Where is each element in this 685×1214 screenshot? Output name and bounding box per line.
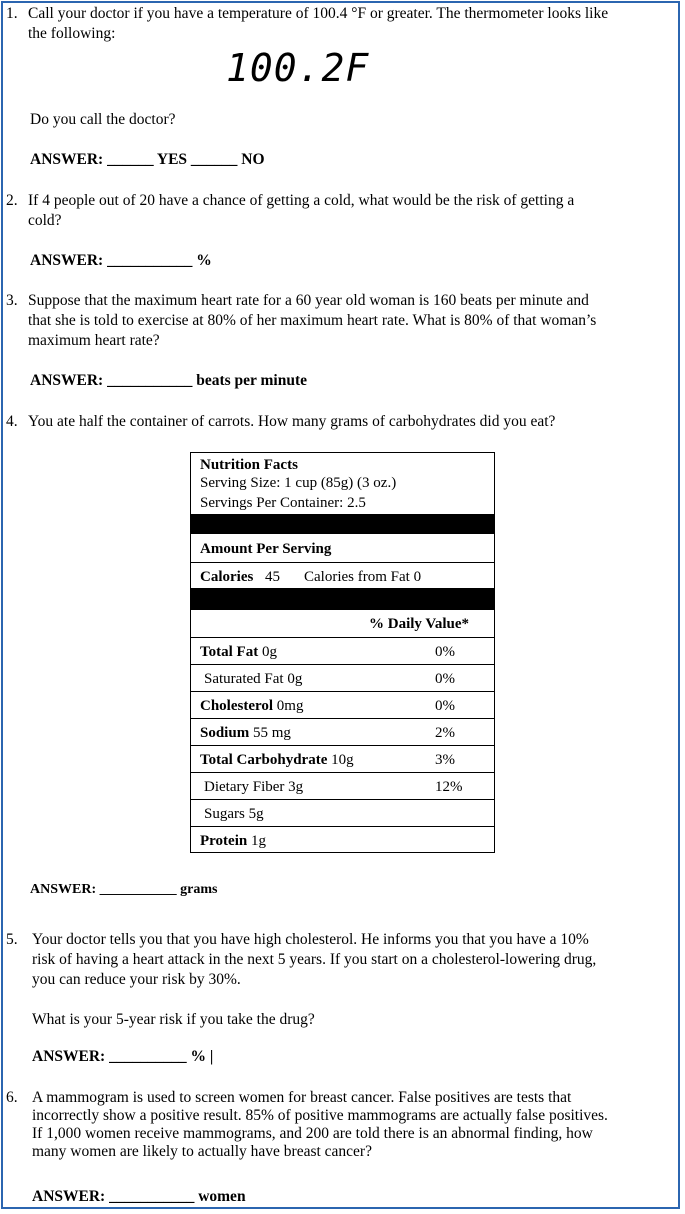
q3-number: 3. <box>6 292 18 309</box>
q3-answer-row <box>30 371 307 391</box>
answer-label: ANSWER: <box>30 372 104 389</box>
nutrient-label: Protein <box>200 833 248 849</box>
nutrient-row <box>191 718 494 745</box>
nutrient-amount: 1g <box>250 833 266 849</box>
q3-text-line2: that she is told to exercise at 80% of her maximum heart rate. What is 80% of that woman’s <box>28 312 597 329</box>
q5-text-line3: you can reduce your risk by 30%. <box>32 971 241 988</box>
nutrient-name <box>200 724 291 742</box>
nutrient-amount: 0mg <box>276 698 304 714</box>
answer-label: ANSWER: <box>30 151 104 168</box>
calories-from-fat: Calories from Fat 0 <box>304 569 422 585</box>
q5-text-line2: risk of having a heart attack in the next 5 years. If you start on a cholesterol-lowering drug, <box>32 951 597 968</box>
nutrient-amount: 0g <box>287 671 303 687</box>
nutrient-amount: 5g <box>248 806 264 822</box>
calories-row <box>191 562 494 588</box>
q6-text-line3: If 1,000 women receive mammograms, and 200 are told there is an abnormal finding, how <box>32 1125 593 1142</box>
nutrient-row <box>191 637 494 664</box>
nutrient-name <box>200 697 303 715</box>
q1-question: Do you call the doctor? <box>30 111 176 128</box>
nutrient-name <box>204 778 303 796</box>
answer-blank[interactable]: ___________ <box>107 372 193 389</box>
nutrition-facts-label <box>190 452 495 853</box>
answer-blank[interactable]: ___________ <box>99 882 177 897</box>
nutrient-label: Sugars <box>204 806 245 822</box>
answer-blank-yes[interactable]: ______ <box>107 151 154 168</box>
answer-unit: women <box>198 1188 246 1205</box>
nutrient-name <box>200 643 277 661</box>
q1-answer-row <box>30 150 265 170</box>
nutrient-name <box>204 805 264 823</box>
answer-unit: % <box>196 252 212 269</box>
daily-value-header: % Daily Value* <box>369 616 470 632</box>
answer-label: ANSWER: <box>32 1048 106 1065</box>
nutrient-amount: 10g <box>331 752 354 768</box>
nutrient-row <box>191 691 494 718</box>
q5-number: 5. <box>6 931 18 948</box>
q6-text-line4: many women are likely to actually have breast cancer? <box>32 1143 372 1160</box>
nutrient-name <box>204 670 302 688</box>
yes-option: YES <box>156 151 188 168</box>
nutrient-label: Total Fat <box>200 644 259 660</box>
q6-text-line1: A mammogram is used to screen women for breast cancer. False positives are tests that <box>32 1089 572 1106</box>
nutrient-row <box>191 772 494 799</box>
q3-text-line1: Suppose that the maximum heart rate for a 60 year old woman is 160 beats per minute and <box>28 292 589 309</box>
q5-answer-row <box>32 1047 213 1067</box>
q6-text-line2: incorrectly show a positive result. 85% of positive mammograms are actually false positives. <box>32 1107 608 1124</box>
nutrient-amount: 55 mg <box>252 725 291 741</box>
answer-blank-no[interactable]: ______ <box>190 151 238 168</box>
answer-label: ANSWER: <box>32 1188 106 1205</box>
thermometer-reading: 100.2F <box>226 46 370 90</box>
nutrient-label: Sodium <box>200 725 250 741</box>
nutrient-row <box>191 745 494 772</box>
q4-number: 4. <box>6 413 18 430</box>
nutrient-dv: 3% <box>435 752 455 768</box>
q5-question: What is your 5-year risk if you take the drug? <box>32 1011 315 1028</box>
nutrient-dv: 12% <box>435 779 463 795</box>
no-option: NO <box>241 151 265 168</box>
q1-number: 1. <box>6 5 18 22</box>
nutrition-title: Nutrition Facts <box>200 457 298 473</box>
calories-value: 45 <box>265 569 280 585</box>
q6-number: 6. <box>6 1089 18 1106</box>
nutrient-row <box>191 826 494 853</box>
answer-blank[interactable]: ___________ <box>109 1188 195 1205</box>
nutrient-row <box>191 664 494 691</box>
nutrient-name <box>200 832 266 850</box>
thick-divider <box>191 514 494 534</box>
nutrient-label: Total Carbohydrate <box>200 752 328 768</box>
nutrient-amount: 3g <box>288 779 304 795</box>
nutrient-label: Saturated Fat <box>204 671 284 687</box>
nutrient-dv: 0% <box>435 698 455 714</box>
answer-label: ANSWER: <box>30 882 97 897</box>
answer-label: ANSWER: <box>30 252 104 269</box>
nutrient-label: Dietary Fiber <box>204 779 285 795</box>
answer-blank[interactable]: ___________ <box>107 252 193 269</box>
q1-text-line1: Call your doctor if you have a temperature of 100.4 °F or greater. The thermometer looks like <box>28 5 609 22</box>
nutrient-label: Cholesterol <box>200 698 274 714</box>
calories-label: Calories <box>200 569 254 585</box>
nutrient-amount: 0g <box>261 644 277 660</box>
q2-answer-row <box>30 251 212 271</box>
nutrient-row <box>191 799 494 826</box>
q2-text-line1: If 4 people out of 20 have a chance of getting a cold, what would be the risk of getting a <box>28 192 575 209</box>
amount-per-serving: Amount Per Serving <box>200 541 332 557</box>
answer-blank[interactable]: __________ <box>109 1048 187 1065</box>
nutrient-dv: 0% <box>435 671 455 687</box>
q2-number: 2. <box>6 192 18 209</box>
q4-text-line1: You ate half the container of carrots. How many grams of carbohydrates did you eat? <box>28 413 556 430</box>
servings-per-container: Servings Per Container: 2.5 <box>200 495 366 511</box>
answer-unit: beats per minute <box>196 372 307 389</box>
q2-text-line2: cold? <box>28 212 62 229</box>
q1-text-line2: the following: <box>28 25 116 42</box>
q3-text-line3: maximum heart rate? <box>28 332 160 349</box>
q5-text-line1: Your doctor tells you that you have high cholesterol. He informs you that you have a 10% <box>32 931 589 948</box>
nutrient-dv: 0% <box>435 644 455 660</box>
nutrient-dv: 2% <box>435 725 455 741</box>
q6-answer-row <box>32 1187 246 1207</box>
answer-unit: grams <box>180 882 218 897</box>
q4-answer-row <box>30 881 217 899</box>
nutrient-name <box>200 751 354 769</box>
serving-size: Serving Size: 1 cup (85g) (3 oz.) <box>200 475 397 491</box>
thick-divider <box>191 588 494 610</box>
answer-unit: % | <box>190 1048 214 1065</box>
